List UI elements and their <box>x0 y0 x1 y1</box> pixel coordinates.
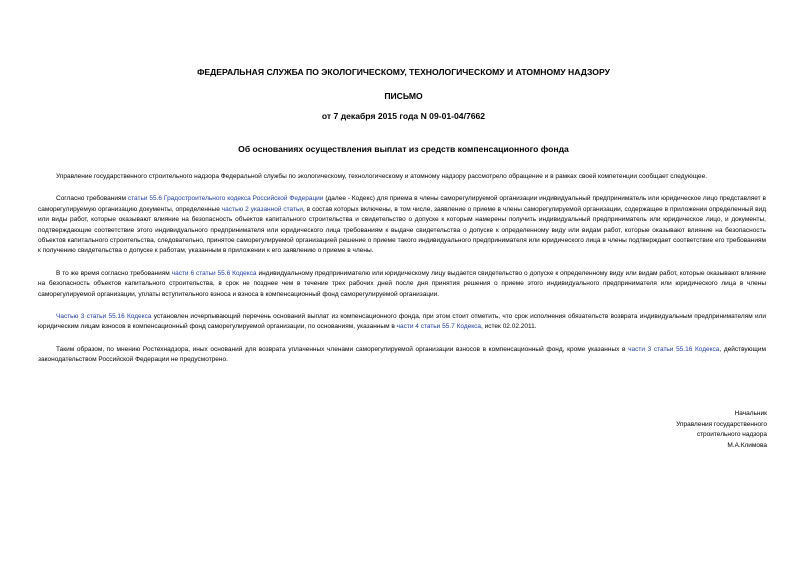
paragraph-text: , в состав которых включены, в том числе, заявление о приеме в члены саморегулируемой организации, содержащее в приложении определенный вид или виды работ, которые оказывают влияние на безопасность объектов капитального строительства и свидетельство о допуске к которым намерены получить индивидуальный предприниматель или юридическое лицо, и документы, подтверждающие соответствие этого индивидуального предпринимателя или юридического лица требованиям к выдаче свидетельства о допуске к определенному виду или видам работ, которые оказывают влияние на безопасность объектов капитального строительства, следовательно, принятое саморегулируемой организацией решение о приеме такого индивидуального предпринимателя или юридического лица в члены подтверждает соответствие его требованиям к получению свидетельства о допуске к работам, указанным в приложении к его заявлению о приеме в члены. <box>38 205 767 255</box>
signature-department-cont: строительного надзора <box>696 431 767 438</box>
letter-body <box>38 172 766 378</box>
document-date-number: от 7 декабря 2015 года N 09-01-04/7662 <box>321 111 486 121</box>
link-article-55-6[interactable]: статьи 55.6 Градостроительного кодекса Российской Федерации <box>127 195 324 203</box>
link-part-2-article[interactable]: частью 2 указанной статьи <box>221 205 304 213</box>
paragraph-text: установлен исчерпывающий перечень оснований выплат из компенсационного фонда, при этом стоит отметить, что срок исполнения обязательств возврата индивидуальным предпринимателям или юридическим лицам взносов в компенсационный фонд саморегулируемой организации, по основаниям, указанным в <box>38 313 767 331</box>
link-part-4-article-55-7[interactable]: части 4 статьи 55.7 Кодекса <box>396 323 482 331</box>
paragraph-text: , истек 02.02.2011. <box>481 323 537 331</box>
paragraph-intro <box>38 172 766 182</box>
paragraph-text: Согласно требованиям <box>56 195 128 203</box>
signature-department: Управления государственного <box>676 420 767 428</box>
document-subject: Об основаниях осуществления выплат из средств компенсационного фонда <box>238 144 569 154</box>
link-part-3-article-55-16-conclusion[interactable]: части 3 статьи 55.16 Кодекса <box>628 345 720 353</box>
paragraph-certificate <box>38 269 766 300</box>
agency-heading: ФЕДЕРАЛЬНАЯ СЛУЖБА ПО ЭКОЛОГИЧЕСКОМУ, ТЕХНОЛОГИЧЕСКОМУ И АТОМНОМУ НАДЗОРУ <box>197 67 610 77</box>
link-part-3-article-55-16[interactable]: Частью 3 статьи 55.16 Кодекса <box>56 313 152 321</box>
paragraph-compensation-grounds <box>38 312 766 333</box>
signature-position: Начальник <box>734 410 767 417</box>
paragraph-text: Управление государственного строительного надзора Федеральной службы по экологическому, технологическому и атомному надзору рассмотрело обращение и в рамках своей компетенции сообщает следующее. <box>56 173 708 180</box>
paragraph-text: (далее - Кодекс) для приема в члены саморегулируемой организации индивидуальный предприниматель или юридическое лицо представляет в саморегулируемую организацию документы, определенные <box>38 195 767 213</box>
signature-block <box>676 409 767 451</box>
paragraph-requirements <box>38 194 766 256</box>
paragraph-text: В то же время согласно требованиям <box>56 269 172 277</box>
paragraph-text: индивидуальному предпринимателю или юридическому лицу выдается свидетельство о допуске к определенному виду или видам работ, которые оказывают влияние на безопасность объектов капитального строительства, в срок не позднее чем в течение трех рабочих дней после дня принятия решения о приеме этого индивидуального предпринимателя или юридического лица в члены саморегулируемой организации, уплаты вступительного взноса и взноса в компенсационный фонд саморегулируемой организации. <box>38 269 766 298</box>
link-part-6-article-55-6[interactable]: части 6 статьи 55.6 Кодекса <box>171 269 257 277</box>
document-type: ПИСЬМО <box>384 91 423 101</box>
signature-name: М.А.Климова <box>727 441 767 449</box>
paragraph-text: Таким образом, по мнению Ростехнадзора, иных оснований для возврата уплаченных членами саморегулируемой организации взносов в компенсационный фонд, кроме указанных в <box>56 345 629 353</box>
paragraph-conclusion <box>38 345 766 366</box>
paragraph-text: , действующим законодательством Российской Федерации не предусмотрено. <box>38 345 766 364</box>
